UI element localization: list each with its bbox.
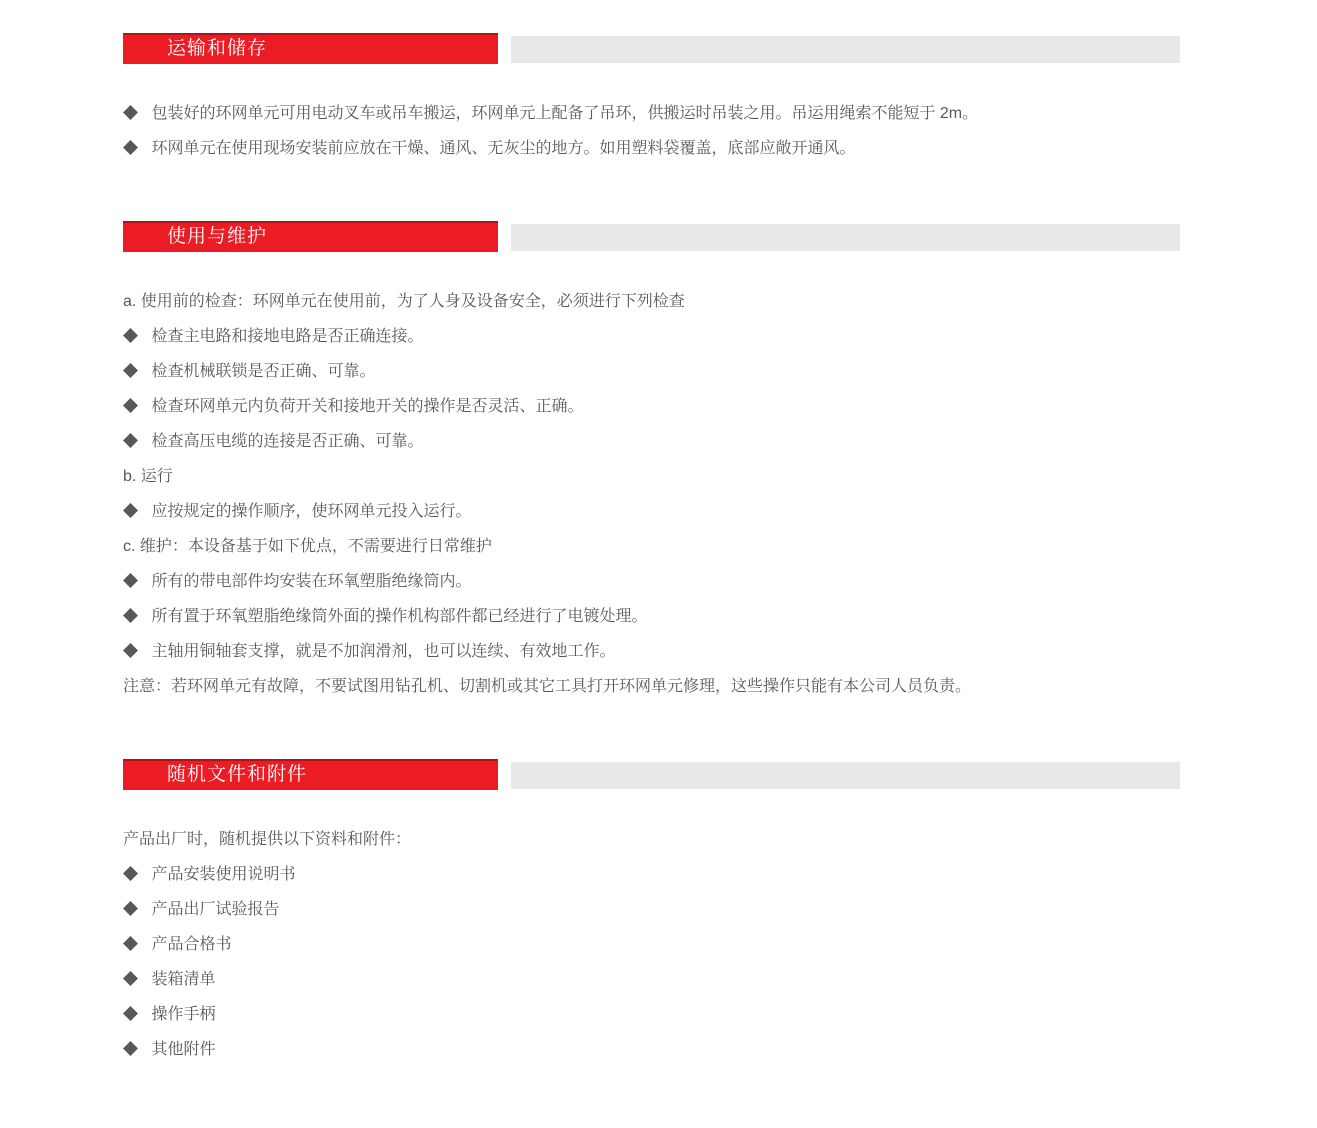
line-text: 检查高压电缆的连接是否正确、可靠。 [151,433,424,450]
section-header-gray-bar [511,762,1180,789]
section-title-bar [123,221,498,252]
text-line [123,935,1180,954]
text-line [123,362,1180,381]
text-line [123,572,1180,591]
line-text: 产品出厂时，随机提供以下资料和附件： [123,831,412,848]
text-line [123,139,1180,158]
text-line [123,397,1180,416]
line-text: 检查机械联锁是否正确、可靠。 [151,363,376,380]
text-line [123,642,1180,661]
text-line [123,537,1180,556]
line-text: a. 使用前的检查：环网单元在使用前，为了人身及设备安全，必须进行下列检查 [123,293,685,310]
section-header [123,33,1180,64]
line-text: 产品安装使用说明书 [151,866,296,883]
diamond-bullet-icon [123,140,138,155]
section-header-gray-bar [511,36,1180,63]
text-line [123,677,1180,696]
text-line [123,467,1180,486]
text-line [123,327,1180,346]
diamond-bullet-icon [123,936,138,951]
text-line [123,292,1180,311]
text-line [123,1005,1180,1024]
line-text: 所有置于环氧塑脂绝缘筒外面的操作机构部件都已经进行了电镀处理。 [151,608,648,625]
text-line [123,865,1180,884]
diamond-bullet-icon [123,1006,138,1021]
diamond-bullet-icon [123,503,138,518]
section-title: 运输和储存 [167,38,268,59]
section-title: 随机文件和附件 [167,764,308,785]
diamond-bullet-icon [123,971,138,986]
text-line [123,900,1180,919]
line-text: 主轴用铜轴套支撑，就是不加润滑剂，也可以连续、有效地工作。 [151,643,616,660]
diamond-bullet-icon [123,608,138,623]
section-header [123,221,1180,252]
line-text: 操作手柄 [151,1006,216,1023]
text-line [123,830,1180,849]
section-title-bar [123,759,498,790]
diamond-bullet-icon [123,433,138,448]
text-line [123,607,1180,626]
diamond-bullet-icon [123,866,138,881]
line-text: 产品合格书 [151,936,232,953]
line-text: 环网单元在使用现场安装前应放在干燥、通风、无灰尘的地方。如用塑料袋覆盖，底部应敞开通风。 [151,140,856,157]
section-lines [123,104,1180,158]
line-text: 装箱清单 [151,971,216,988]
diamond-bullet-icon [123,328,138,343]
diamond-bullet-icon [123,573,138,588]
document-section [123,759,1180,1059]
diamond-bullet-icon [123,901,138,916]
text-line [123,502,1180,521]
section-title-bar [123,33,498,64]
diamond-bullet-icon [123,1041,138,1056]
line-text: c. 维护：本设备基于如下优点，不需要进行日常维护 [123,538,492,555]
text-line [123,432,1180,451]
text-line [123,104,1180,123]
line-text: 所有的带电部件均安装在环氧塑脂绝缘筒内。 [151,573,472,590]
diamond-bullet-icon [123,105,138,120]
section-title: 使用与维护 [167,226,268,247]
section-lines [123,292,1180,696]
line-text: 产品出厂试验报告 [151,901,280,918]
line-text: 注意：若环网单元有故障，不要试图用钻孔机、切割机或其它工具打开环网单元修理，这些操作只能有本公司人员负责。 [123,678,972,695]
line-text: 检查主电路和接地电路是否正确连接。 [151,328,424,345]
document-section [123,221,1180,696]
document-section [123,33,1180,158]
line-text: b. 运行 [123,468,173,485]
section-header-gray-bar [511,224,1180,251]
text-line [123,970,1180,989]
diamond-bullet-icon [123,363,138,378]
diamond-bullet-icon [123,643,138,658]
document-body [123,33,1180,1059]
section-lines [123,830,1180,1059]
line-text: 检查环网单元内负荷开关和接地开关的操作是否灵活、正确。 [151,398,584,415]
text-line [123,1040,1180,1059]
diamond-bullet-icon [123,398,138,413]
line-text: 包装好的环网单元可用电动叉车或吊车搬运，环网单元上配备了吊环，供搬运时吊装之用。吊运用绳索不能短于 2m。 [151,105,979,122]
line-text: 应按规定的操作顺序，使环网单元投入运行。 [151,503,472,520]
line-text: 其他附件 [151,1041,216,1058]
section-header [123,759,1180,790]
